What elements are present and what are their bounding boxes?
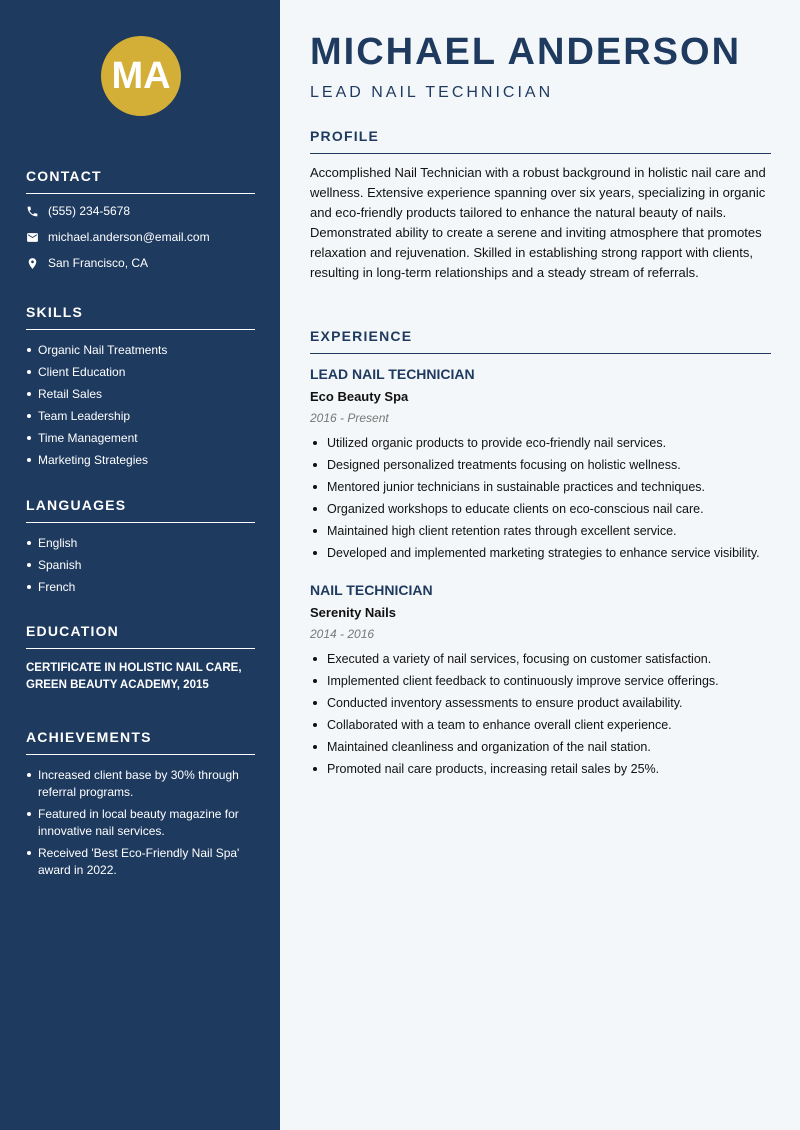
language-item: French: [26, 579, 255, 595]
languages-section: [26, 497, 255, 601]
job-bullet: Mentored junior technicians in sustainable practices and techniques.: [310, 479, 771, 495]
contact-heading: CONTACT: [26, 168, 255, 194]
contact-email: [26, 228, 255, 246]
job-dates: 2014 - 2016: [310, 627, 375, 641]
skill-item: Time Management: [26, 430, 255, 446]
skill-item: Team Leadership: [26, 408, 255, 424]
job-bullet: Collaborated with a team to enhance overall client experience.: [310, 717, 771, 733]
skills-section: [26, 304, 255, 474]
skills-heading: SKILLS: [26, 304, 255, 330]
job-bullet: Organized workshops to educate clients on eco-conscious nail care.: [310, 501, 771, 517]
job-company: Eco Beauty Spa: [310, 389, 409, 404]
job-dates: 2016 - Present: [310, 411, 389, 425]
profile-heading: PROFILE: [310, 128, 771, 154]
person-name: MICHAEL ANDERSON: [310, 31, 742, 73]
sidebar: [0, 0, 280, 1130]
education-heading: EDUCATION: [26, 623, 255, 649]
skills-list: [26, 342, 255, 468]
job-title: LEAD NAIL TECHNICIAN: [310, 366, 475, 382]
job-bullet: Promoted nail care products, increasing retail sales by 25%.: [310, 761, 771, 777]
education-line-1: CERTIFICATE IN HOLISTIC NAIL CARE,: [26, 662, 242, 674]
person-title: LEAD NAIL TECHNICIAN: [310, 84, 554, 101]
avatar-initials: MA: [101, 36, 181, 116]
job-bullet: Maintained cleanliness and organization of the nail station.: [310, 739, 771, 755]
languages-heading: LANGUAGES: [26, 497, 255, 523]
contact-section: [26, 168, 255, 272]
achievement-item: Increased client base by 30% through referral programs.: [26, 767, 255, 801]
skill-item: Organic Nail Treatments: [26, 342, 255, 358]
achievements-list: [26, 767, 255, 879]
language-item: Spanish: [26, 557, 255, 573]
job-title: NAIL TECHNICIAN: [310, 582, 433, 598]
job-entry: [310, 366, 771, 567]
location-text: San Francisco, CA: [48, 256, 149, 270]
contact-location: [26, 254, 255, 272]
achievement-item: Received 'Best Eco-Friendly Nail Spa' award in 2022.: [26, 845, 255, 879]
job-entry: [310, 582, 771, 783]
job-company: Serenity Nails: [310, 605, 396, 620]
job-bullet: Utilized organic products to provide eco-friendly nail services.: [310, 435, 771, 451]
achievements-heading: ACHIEVEMENTS: [26, 729, 255, 755]
profile-text: Accomplished Nail Technician with a robust background in holistic nail care and wellness. Extensive experience spanning over six years, specializing in organic and eco-friendly products tailored to enhance the natural beauty of nails. Demonstrated ability to create a serene and inviting atmosphere that promotes relaxation and rejuvenation. Skilled in establishing strong rapport with clients, resulting in long-term relationships and a steady stream of referrals.: [310, 165, 766, 280]
location-pin-icon: [26, 257, 39, 270]
job-bullet: Developed and implemented marketing strategies to enhance service visibility.: [310, 545, 771, 561]
job-bullets: [310, 435, 771, 561]
job-bullet: Conducted inventory assessments to ensure product availability.: [310, 695, 771, 711]
skill-item: Retail Sales: [26, 386, 255, 402]
phone-text: (555) 234-5678: [48, 204, 131, 218]
education-section: [26, 623, 255, 694]
achievement-item: Featured in local beauty magazine for innovative nail services.: [26, 806, 255, 840]
experience-heading: EXPERIENCE: [310, 328, 771, 354]
job-bullet: Executed a variety of nail services, focusing on customer satisfaction.: [310, 651, 771, 667]
job-bullets: [310, 651, 771, 777]
job-bullet: Designed personalized treatments focusing on holistic wellness.: [310, 457, 771, 473]
skill-item: Marketing Strategies: [26, 452, 255, 468]
email-icon: [26, 231, 39, 244]
email-text: michael.anderson@email.com: [48, 230, 210, 244]
education-entry: [26, 660, 255, 694]
phone-icon: [26, 205, 39, 218]
job-bullet: Maintained high client retention rates through excellent service.: [310, 523, 771, 539]
education-line-2: GREEN BEAUTY ACADEMY, 2015: [26, 679, 209, 691]
job-bullet: Implemented client feedback to continuously improve service offerings.: [310, 673, 771, 689]
achievements-section: [26, 729, 255, 884]
language-item: English: [26, 535, 255, 551]
skill-item: Client Education: [26, 364, 255, 380]
languages-list: [26, 535, 255, 595]
contact-phone: [26, 202, 255, 220]
